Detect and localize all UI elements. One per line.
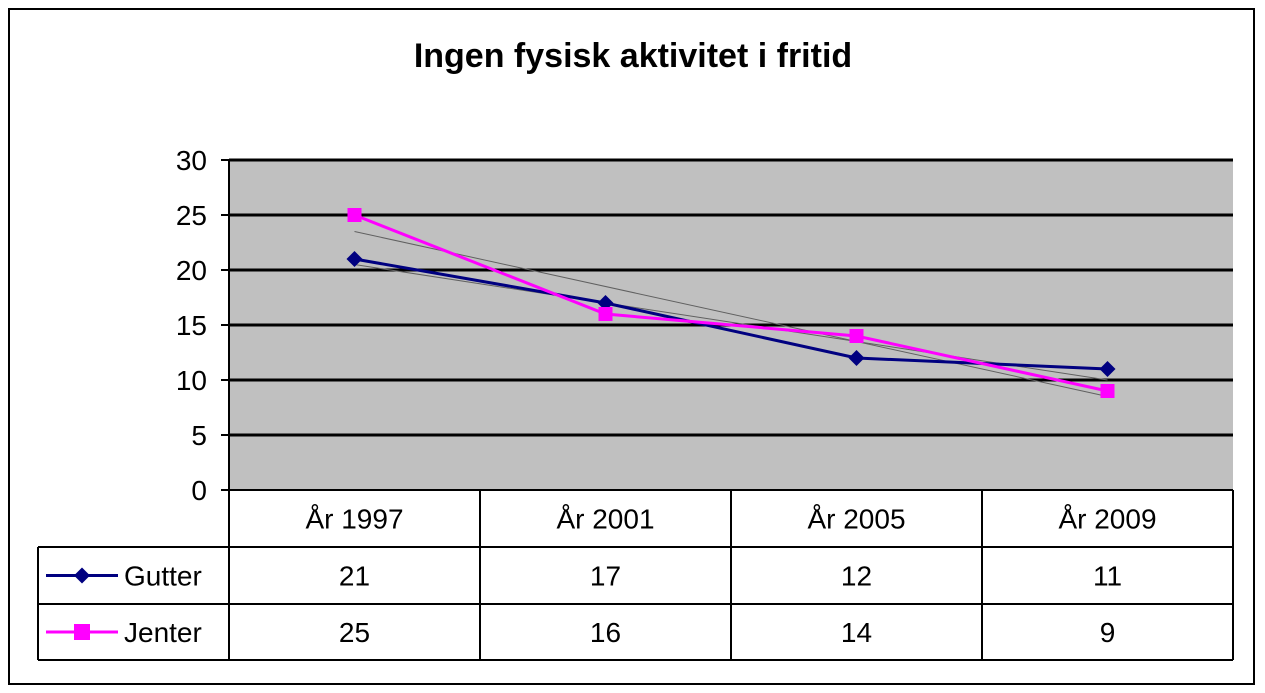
chart-title: Ingen fysisk aktivitet i fritid <box>413 37 853 75</box>
table-cell-value: 16 <box>589 617 622 648</box>
legend-label-gutter: Gutter <box>124 560 202 592</box>
data-point-jenter <box>599 307 613 321</box>
legend-key-marker-jenter <box>74 624 90 640</box>
legend-label-jenter: Jenter <box>124 617 202 648</box>
table-cell-value: 11 <box>1092 560 1123 592</box>
category-label: År 1997 <box>305 503 404 535</box>
legend-key-marker-gutter <box>74 568 90 584</box>
y-tick-label: 20 <box>175 255 207 286</box>
table-cell-value: 17 <box>589 560 622 592</box>
category-label: År 2001 <box>556 503 655 535</box>
y-tick-label: 30 <box>175 145 207 176</box>
y-tick-label: 5 <box>191 420 207 451</box>
y-tick-label: 25 <box>175 200 207 231</box>
y-tick-label: 10 <box>175 365 207 396</box>
data-point-jenter <box>850 329 864 343</box>
category-label: År 2009 <box>1058 503 1157 535</box>
data-point-jenter <box>1101 384 1115 398</box>
table-cell-value: 14 <box>840 617 873 648</box>
table-cell-value: 25 <box>338 617 371 648</box>
table-cell-value: 9 <box>1099 617 1116 648</box>
data-table <box>38 490 1233 660</box>
plot-area <box>176 145 1233 506</box>
table-cell-value: 21 <box>338 560 371 592</box>
table-cell-value: 12 <box>840 560 873 592</box>
y-tick-label: 15 <box>175 310 207 341</box>
data-point-jenter <box>348 208 362 222</box>
y-tick-label: 0 <box>191 475 207 506</box>
category-label: År 2005 <box>807 503 906 535</box>
